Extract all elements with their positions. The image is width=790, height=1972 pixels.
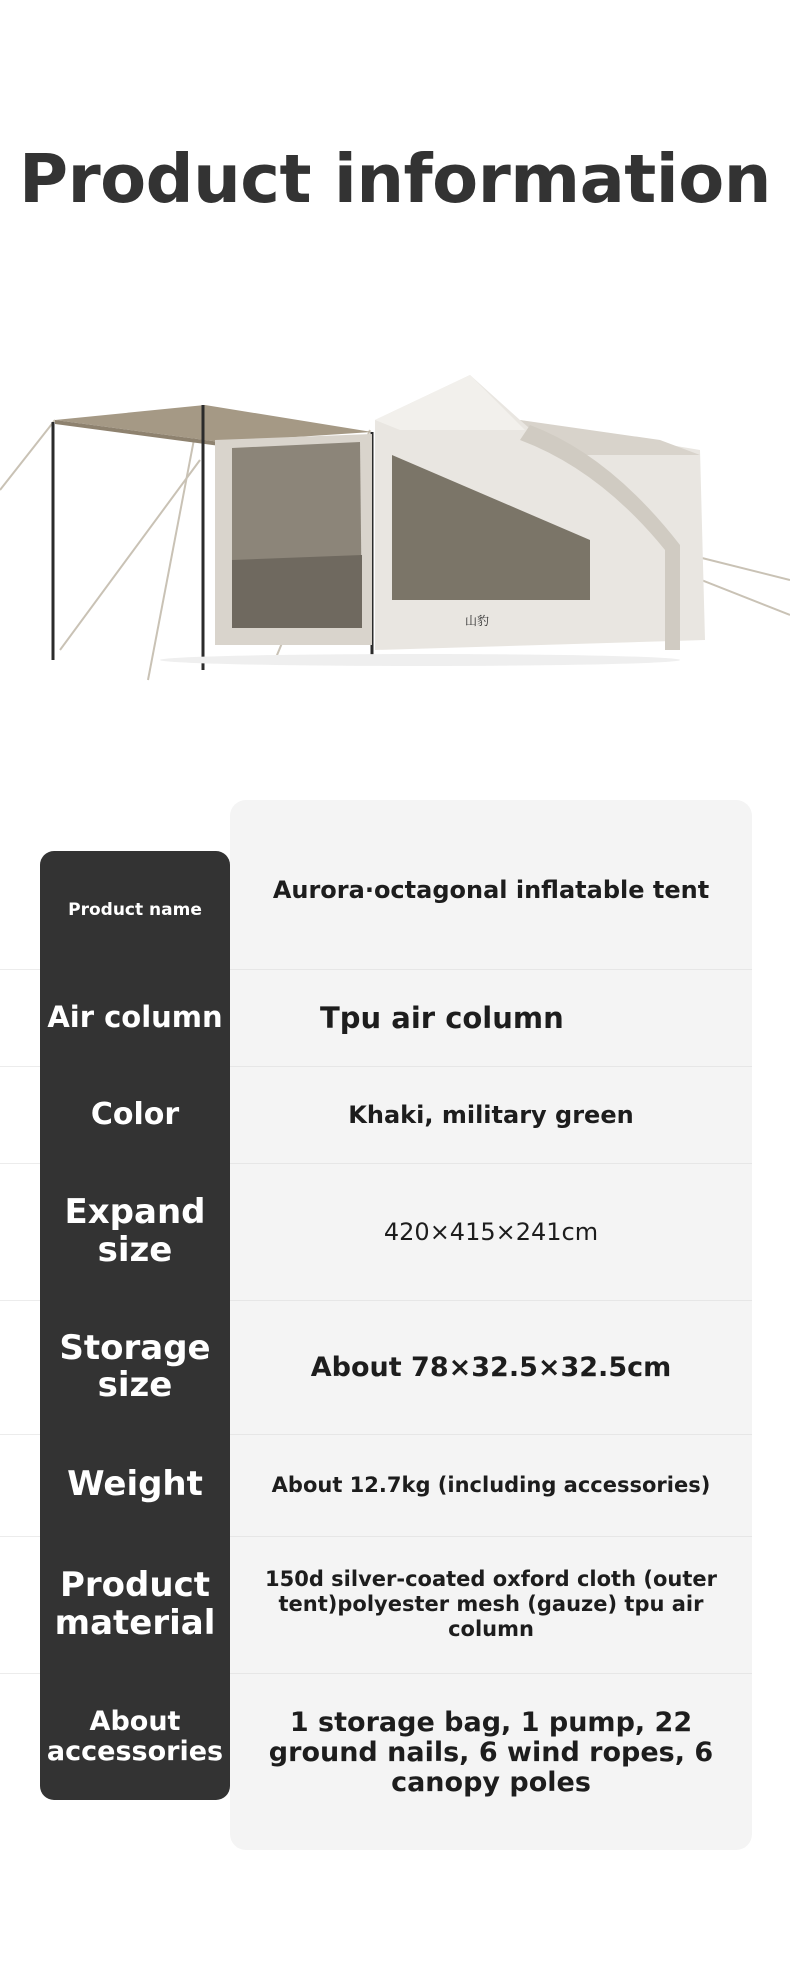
page-title: Product information [18,140,772,218]
label-expand-size: Expand size [64,1192,206,1270]
value-product-material: 150d silver-coated oxford cloth (outer tent)polyester mesh (gauze) tpu air column [265,1566,717,1642]
label-product-name: Product name [68,899,202,920]
tent-image [0,360,790,690]
value-expand-size: 420×415×241cm [383,1217,599,1246]
label-air-column: Air column [47,999,223,1034]
value-about-accessories: 1 storage bag, 1 pump, 22 ground nails, 6 wind ropes, 6 canopy poles [268,1706,714,1799]
value-air-column: Tpu air column [320,1000,564,1035]
value-weight: About 12.7kg (including accessories) [271,1473,711,1497]
value-product-name: Aurora·octagonal inflatable tent [272,876,710,904]
label-color: Color [90,1097,180,1132]
label-product-material: Product material [54,1565,216,1643]
label-weight: Weight [67,1464,203,1505]
label-about-accessories: About accessories [46,1705,224,1767]
value-color: Khaki, military green [348,1100,634,1129]
value-storage-size: About 78×32.5×32.5cm [310,1351,672,1383]
label-storage-size: Storage size [59,1327,211,1405]
tent-logo: 山豹 [465,614,490,628]
